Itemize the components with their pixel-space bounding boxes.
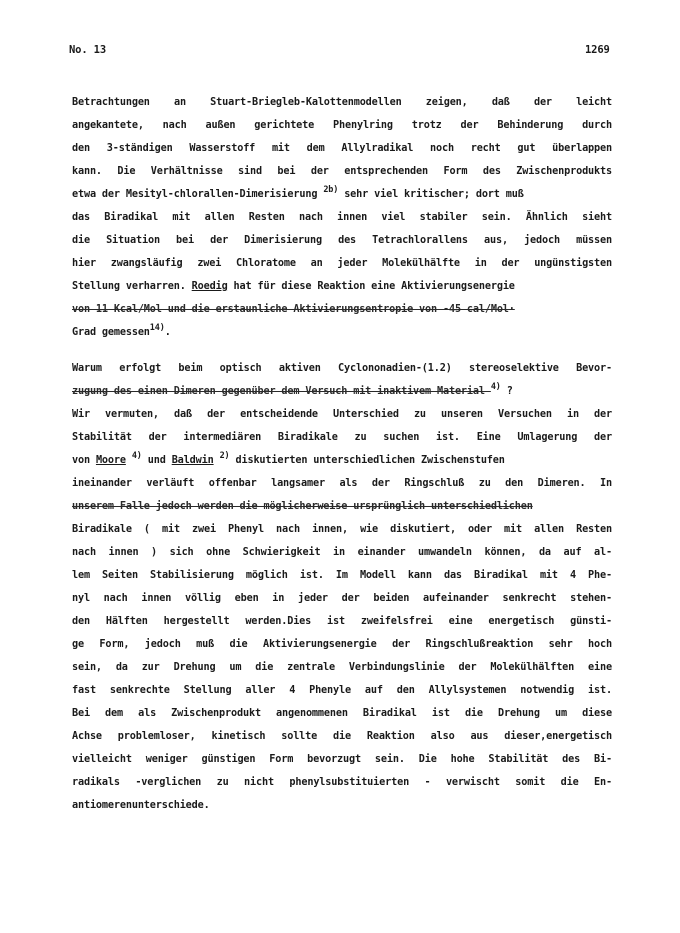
text-line [72, 382, 513, 397]
text-line: sein, da zur Drehung um die zentrale Verbindungslinie der Molekülhälften eine [72, 662, 612, 673]
reference-marker: 14) [149, 323, 165, 333]
author-name: Baldwin [171, 455, 214, 466]
text-line: lem Seiten Stabilisierung möglich ist. Im Modell kann das Biradikal mit 4 Phe- [72, 570, 612, 581]
reference-marker: 4) [490, 382, 501, 392]
journal-number: No. 13 [69, 44, 107, 56]
text-line: kann. Die Verhältnisse sind bei der entsprechenden Form des Zwischenprodukts [72, 166, 612, 177]
text-line: Biradikale ( mit zwei Phenyl nach innen, wie diskutiert, oder mit allen Resten [72, 524, 612, 535]
text-line: Achse problemloser, kinetisch sollte die Reaktion also aus dieser,energetisch [72, 731, 612, 742]
text-segment: von [72, 455, 96, 466]
text-segment: sehr viel kritischer; dort muß [338, 189, 524, 200]
text-line [72, 451, 505, 466]
struck-text-segment: zugung des einen Dimeren gegenüber dem Versuch mit inaktivem Material [72, 386, 491, 397]
text-line: Warum erfolgt beim optisch aktiven Cyclononadien-(1.2) stereoselektive Bevor- [72, 363, 612, 374]
reference-marker: 2) [219, 451, 230, 461]
text-segment: diskutierten unterschiedlichen Zwischenstufen [229, 455, 505, 466]
text-segment: Stellung verharren. [72, 281, 192, 292]
text-segment: etwa der Mesityl-chlorallen-Dimerisierung [72, 189, 324, 200]
reference-marker: 4) [131, 451, 142, 461]
page-number: 1269 [585, 44, 610, 56]
text-line [72, 185, 524, 200]
text-segment: Grad gemessen [72, 327, 150, 338]
text-line: hier zwangsläufig zwei Chloratome an jeder Molekülhälfte in der ungünstigsten [72, 258, 612, 269]
text-line: nach innen ) sich ohne Schwierigkeit in einander umwandeln können, da auf al- [72, 547, 612, 558]
text-line: nyl nach innen völlig eben in jeder der beiden aufeinander senkrecht stehen- [72, 593, 612, 604]
text-line: Wir vermuten, daß der entscheidende Unterschied zu unseren Versuchen in der [72, 409, 612, 420]
text-line: das Biradikal mit allen Resten nach innen viel stabiler sein. Ähnlich sieht [72, 212, 612, 223]
text-line [72, 281, 515, 292]
author-name: Moore [95, 455, 126, 466]
text-line: Stabilität der intermediären Biradikale zu suchen ist. Eine Umlagerung der [72, 432, 612, 443]
text-line: ge Form, jedoch muß die Aktivierungsenergie der Ringschlußreaktion sehr hoch [72, 639, 612, 650]
reference-marker: 2b) [323, 185, 339, 195]
text-segment: und [141, 455, 172, 466]
text-line: angekantete, nach außen gerichtete Phenylring trotz der Behinderung durch [72, 120, 612, 131]
text-line: radikals -verglichen zu nicht phenylsubstituierten - verwischt somit die En- [72, 777, 612, 788]
text-line: Betrachtungen an Stuart-Briegleb-Kalottenmodellen zeigen, daß der leicht [72, 97, 612, 108]
struck-text-line: unserem Falle jedoch werden die möglicherweise ursprünglich unterschiedlichen [72, 501, 533, 512]
text-segment: ? [500, 386, 513, 397]
text-line: antiomerenunterschiede. [72, 800, 210, 811]
struck-text-line: von 11 Kcal/Mol und die erstaunliche Aktivierungsentropie von -45 cal/Mol· [72, 304, 515, 315]
text-line: Bei dem als Zwischenprodukt angenommenen Biradikal ist die Drehung um diese [72, 708, 612, 719]
text-line [72, 323, 171, 338]
text-line: fast senkrechte Stellung aller 4 Phenyle auf den Allylsystemen notwendig ist. [72, 685, 612, 696]
text-line: die Situation bei der Dimerisierung des Tetrachlorallens aus, jedoch müssen [72, 235, 612, 246]
text-segment: . [164, 327, 171, 338]
author-name: Roedig [191, 281, 228, 292]
text-line: ineinander verläuft offenbar langsamer als der Ringschluß zu den Dimeren. In [72, 478, 612, 489]
text-line: vielleicht weniger günstigen Form bevorzugt sein. Die hohe Stabilität des Bi- [72, 754, 612, 765]
text-line: den 3-ständigen Wasserstoff mit dem Allylradikal noch recht gut überlappen [72, 143, 612, 154]
text-segment: hat für diese Reaktion eine Aktivierungsenergie [227, 281, 515, 292]
text-line: den Hälften hergestellt werden.Dies ist zweifelsfrei eine energetisch günsti- [72, 616, 612, 627]
